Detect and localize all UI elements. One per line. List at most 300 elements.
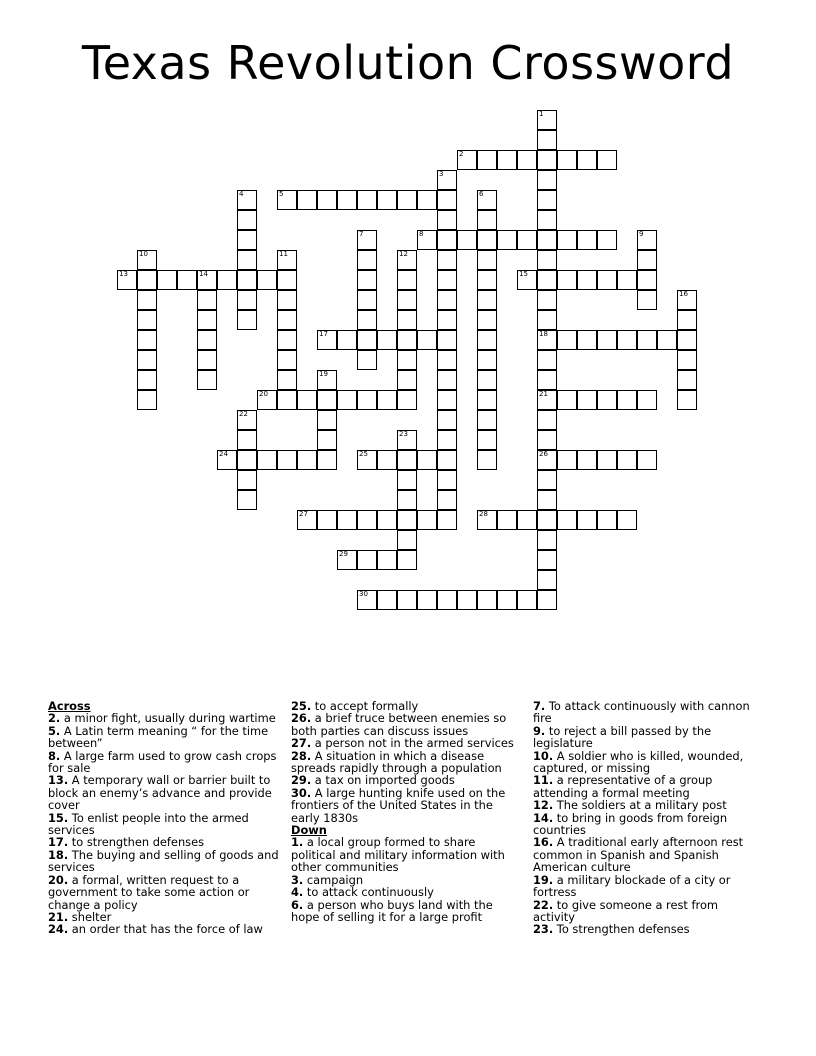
grid-cell[interactable] — [477, 270, 497, 290]
clue-number-label: 17. — [48, 835, 69, 850]
grid-cell[interactable] — [677, 390, 697, 410]
grid-cell[interactable] — [577, 450, 597, 470]
grid-cell[interactable] — [597, 150, 617, 170]
grid-cell[interactable] — [397, 390, 417, 410]
clue-number-label: 21. — [48, 909, 69, 924]
grid-cell[interactable] — [357, 310, 377, 330]
grid-cell[interactable] — [357, 510, 377, 530]
grid-cell[interactable] — [397, 190, 417, 210]
grid-cell[interactable] — [437, 590, 457, 610]
grid-cell[interactable] — [237, 270, 257, 290]
grid-cell[interactable] — [237, 430, 257, 450]
grid-cell[interactable] — [537, 150, 557, 170]
clue-number: 4 — [239, 190, 244, 198]
clue-number-label: 12. — [533, 798, 554, 813]
clue-item — [533, 899, 763, 924]
grid-cell[interactable] — [477, 310, 497, 330]
clue-text: To strengthen defenses — [553, 922, 690, 937]
grid-cell[interactable] — [277, 290, 297, 310]
grid-cell[interactable] — [137, 390, 157, 410]
clue-text: a formal, written request to a government to take some action or change a policy — [48, 872, 250, 912]
grid-cell[interactable] — [397, 430, 417, 450]
clue-number-label: 13. — [48, 773, 69, 788]
grid-cell[interactable] — [317, 410, 337, 430]
grid-cell[interactable] — [557, 450, 577, 470]
grid-cell[interactable] — [537, 490, 557, 510]
grid-cell[interactable] — [537, 170, 557, 190]
grid-cell[interactable] — [537, 250, 557, 270]
grid-cell[interactable] — [597, 510, 617, 530]
clue-number-label: 9. — [533, 723, 546, 738]
grid-cell[interactable] — [637, 290, 657, 310]
grid-cell[interactable] — [397, 250, 417, 270]
clue-number: 17 — [319, 330, 328, 338]
grid-cell[interactable] — [257, 270, 277, 290]
grid-cell[interactable] — [337, 190, 357, 210]
grid-cell[interactable] — [137, 270, 157, 290]
grid-cell[interactable] — [537, 190, 557, 210]
grid-cell[interactable] — [477, 230, 497, 250]
grid-cell[interactable] — [397, 450, 417, 470]
clue-number: 23 — [399, 430, 408, 438]
grid-cell[interactable] — [557, 230, 577, 250]
grid-cell[interactable] — [197, 310, 217, 330]
grid-cell[interactable] — [477, 150, 497, 170]
grid-cell[interactable] — [277, 330, 297, 350]
grid-cell[interactable] — [517, 270, 537, 290]
grid-cell[interactable] — [237, 450, 257, 470]
clue-text: To enlist people into the armed services — [48, 810, 249, 838]
grid-cell[interactable] — [277, 310, 297, 330]
grid-cell[interactable] — [417, 230, 437, 250]
grid-cell[interactable] — [317, 330, 337, 350]
clue-item — [533, 874, 763, 899]
clue-text: a person who buys land with the hope of selling it for a large profit — [291, 897, 493, 924]
grid-cell[interactable] — [277, 190, 297, 210]
grid-cell[interactable] — [377, 390, 397, 410]
grid-cell[interactable] — [297, 390, 317, 410]
grid-cell[interactable] — [617, 510, 637, 530]
grid-cell[interactable] — [457, 230, 477, 250]
grid-cell[interactable] — [417, 450, 437, 470]
grid-cell[interactable] — [557, 510, 577, 530]
grid-cell[interactable] — [537, 310, 557, 330]
grid-cell[interactable] — [357, 270, 377, 290]
grid-cell[interactable] — [537, 230, 557, 250]
grid-cell[interactable] — [417, 510, 437, 530]
grid-cell[interactable] — [357, 590, 377, 610]
grid-cell[interactable] — [577, 230, 597, 250]
grid-cell[interactable] — [477, 370, 497, 390]
grid-cell[interactable] — [437, 430, 457, 450]
grid-cell[interactable] — [397, 270, 417, 290]
grid-cell[interactable] — [477, 190, 497, 210]
grid-cell[interactable] — [437, 270, 457, 290]
clue-number: 5 — [279, 190, 284, 198]
grid-cell[interactable] — [397, 550, 417, 570]
grid-cell[interactable] — [117, 270, 137, 290]
grid-cell[interactable] — [537, 550, 557, 570]
grid-cell[interactable] — [537, 210, 557, 230]
grid-cell[interactable] — [537, 370, 557, 390]
grid-cell[interactable] — [237, 470, 257, 490]
clue-item — [533, 812, 763, 837]
clue-number-label: 11. — [533, 773, 554, 788]
grid-cell[interactable] — [497, 590, 517, 610]
grid-cell[interactable] — [137, 310, 157, 330]
grid-cell[interactable] — [437, 230, 457, 250]
grid-cell[interactable] — [317, 510, 337, 530]
clue-item — [533, 725, 763, 750]
grid-cell[interactable] — [457, 150, 477, 170]
grid-cell[interactable] — [257, 390, 277, 410]
clue-number-label: 4. — [291, 885, 304, 900]
clue-text: a brief truce between enemies so both parties can discuss issues — [291, 711, 507, 738]
clue-number: 19 — [319, 370, 328, 378]
grid-cell[interactable] — [317, 390, 337, 410]
grid-cell[interactable] — [597, 450, 617, 470]
clue-number-label: 20. — [48, 872, 69, 887]
clue-item — [533, 750, 763, 775]
grid-cell[interactable] — [437, 510, 457, 530]
clue-number: 29 — [339, 550, 348, 558]
grid-cell[interactable] — [397, 510, 417, 530]
clue-number: 28 — [479, 510, 488, 518]
grid-cell[interactable] — [337, 390, 357, 410]
clue-item — [291, 899, 523, 924]
grid-cell[interactable] — [537, 270, 557, 290]
clue-number: 21 — [539, 390, 548, 398]
clue-item — [48, 849, 280, 874]
grid-cell[interactable] — [277, 270, 297, 290]
grid-cell[interactable] — [437, 290, 457, 310]
clue-text: A soldier who is killed, wounded, captured, or missing — [533, 748, 744, 776]
grid-cell[interactable] — [317, 190, 337, 210]
grid-cell[interactable] — [517, 590, 537, 610]
grid-cell[interactable] — [437, 170, 457, 190]
grid-cell[interactable] — [337, 510, 357, 530]
grid-cell[interactable] — [417, 330, 437, 350]
grid-cell[interactable] — [377, 450, 397, 470]
grid-cell[interactable] — [237, 210, 257, 230]
clue-number-label: 18. — [48, 847, 69, 862]
grid-cell[interactable] — [437, 390, 457, 410]
grid-cell[interactable] — [477, 290, 497, 310]
grid-cell[interactable] — [477, 330, 497, 350]
clue-text: to bring in goods from foreign countries — [533, 810, 728, 838]
clue-item — [48, 750, 280, 775]
grid-cell[interactable] — [357, 230, 377, 250]
puzzle-title: Texas Revolution Crossword — [81, 36, 735, 90]
down-header: Down — [291, 823, 327, 838]
clue-number-label: 28. — [291, 748, 312, 763]
grid-cell[interactable] — [437, 190, 457, 210]
clue-text: campaign — [303, 872, 364, 887]
grid-cell[interactable] — [237, 230, 257, 250]
grid-cell[interactable] — [597, 230, 617, 250]
grid-cell[interactable] — [477, 450, 497, 470]
grid-cell[interactable] — [477, 250, 497, 270]
clue-text: A traditional early afternoon rest common in Spanish and Spanish American culture — [533, 835, 744, 875]
grid-cell[interactable] — [377, 590, 397, 610]
grid-cell[interactable] — [397, 350, 417, 370]
grid-cell[interactable] — [557, 330, 577, 350]
clue-number: 13 — [119, 270, 128, 278]
clue-number: 9 — [639, 230, 644, 238]
grid-cell[interactable] — [297, 450, 317, 470]
grid-cell[interactable] — [497, 510, 517, 530]
grid-cell[interactable] — [537, 410, 557, 430]
grid-cell[interactable] — [197, 270, 217, 290]
grid-cell[interactable] — [517, 230, 537, 250]
clue-number-label: 26. — [291, 711, 312, 726]
grid-cell[interactable] — [417, 590, 437, 610]
grid-cell[interactable] — [557, 150, 577, 170]
grid-cell[interactable] — [277, 350, 297, 370]
clue-number-label: 8. — [48, 748, 61, 763]
grid-cell[interactable] — [457, 590, 477, 610]
grid-cell[interactable] — [537, 130, 557, 150]
clue-number-label: 29. — [291, 773, 312, 788]
grid-cell[interactable] — [337, 550, 357, 570]
grid-cell[interactable] — [377, 550, 397, 570]
clue-number-label: 5. — [48, 723, 61, 738]
grid-cell[interactable] — [377, 330, 397, 350]
grid-cell[interactable] — [357, 330, 377, 350]
grid-cell[interactable] — [357, 190, 377, 210]
clue-item — [533, 700, 763, 725]
grid-cell[interactable] — [677, 330, 697, 350]
grid-cell[interactable] — [517, 150, 537, 170]
clue-number: 1 — [539, 110, 544, 118]
grid-cell[interactable] — [437, 250, 457, 270]
clue-number: 22 — [239, 410, 248, 418]
grid-cell[interactable] — [277, 370, 297, 390]
grid-cell[interactable] — [437, 210, 457, 230]
grid-cell[interactable] — [537, 350, 557, 370]
grid-cell[interactable] — [137, 290, 157, 310]
grid-cell[interactable] — [177, 270, 197, 290]
grid-cell[interactable] — [677, 290, 697, 310]
clue-number: 20 — [259, 390, 268, 398]
clue-text: shelter — [68, 909, 112, 924]
grid-cell[interactable] — [417, 190, 437, 210]
clue-item — [48, 774, 280, 811]
grid-cell[interactable] — [557, 390, 577, 410]
grid-cell[interactable] — [637, 270, 657, 290]
grid-cell[interactable] — [577, 270, 597, 290]
grid-cell[interactable] — [637, 450, 657, 470]
clue-number-label: 6. — [291, 897, 304, 912]
grid-cell[interactable] — [477, 350, 497, 370]
grid-cell[interactable] — [357, 450, 377, 470]
grid-cell[interactable] — [477, 510, 497, 530]
grid-cell[interactable] — [217, 270, 237, 290]
grid-cell[interactable] — [297, 190, 317, 210]
grid-cell[interactable] — [577, 330, 597, 350]
grid-cell[interactable] — [317, 430, 337, 450]
clue-text: a military blockade of a city or fortress — [533, 872, 731, 900]
grid-cell[interactable] — [477, 410, 497, 430]
clue-number-label: 7. — [533, 699, 546, 713]
grid-cell[interactable] — [197, 330, 217, 350]
grid-cell[interactable] — [637, 330, 657, 350]
clue-text: an order that has the force of law — [68, 922, 263, 937]
clue-number: 14 — [199, 270, 208, 278]
grid-cell[interactable] — [577, 390, 597, 410]
grid-cell[interactable] — [637, 390, 657, 410]
grid-cell[interactable] — [617, 270, 637, 290]
clues-column-2 — [291, 700, 523, 923]
clue-number: 8 — [419, 230, 424, 238]
grid-cell[interactable] — [197, 350, 217, 370]
clue-item — [291, 836, 523, 873]
clue-item — [48, 874, 280, 911]
grid-cell[interactable] — [617, 450, 637, 470]
grid-cell[interactable] — [277, 250, 297, 270]
grid-cell[interactable] — [337, 330, 357, 350]
grid-cell[interactable] — [637, 250, 657, 270]
grid-cell[interactable] — [437, 330, 457, 350]
grid-cell[interactable] — [597, 330, 617, 350]
grid-cell[interactable] — [437, 490, 457, 510]
grid-cell[interactable] — [397, 290, 417, 310]
clue-text: to attack continuously — [303, 885, 434, 900]
across-header: Across — [48, 699, 91, 713]
grid-cell[interactable] — [617, 390, 637, 410]
grid-cell[interactable] — [657, 330, 677, 350]
grid-cell[interactable] — [137, 350, 157, 370]
grid-cell[interactable] — [297, 510, 317, 530]
grid-cell[interactable] — [517, 510, 537, 530]
grid-cell[interactable] — [397, 310, 417, 330]
grid-cell[interactable] — [377, 510, 397, 530]
grid-cell[interactable] — [537, 290, 557, 310]
grid-cell[interactable] — [677, 350, 697, 370]
grid-cell[interactable] — [557, 270, 577, 290]
grid-cell[interactable] — [537, 470, 557, 490]
grid-cell[interactable] — [537, 430, 557, 450]
grid-cell[interactable] — [197, 290, 217, 310]
grid-cell[interactable] — [357, 390, 377, 410]
grid-cell[interactable] — [477, 430, 497, 450]
clue-number-label: 16. — [533, 835, 554, 850]
grid-cell[interactable] — [237, 190, 257, 210]
grid-cell[interactable] — [237, 310, 257, 330]
grid-cell[interactable] — [497, 150, 517, 170]
grid-cell[interactable] — [537, 530, 557, 550]
clue-number: 16 — [679, 290, 688, 298]
clue-text: to reject a bill passed by the legislature — [533, 723, 712, 751]
grid-cell[interactable] — [357, 550, 377, 570]
grid-cell[interactable] — [577, 150, 597, 170]
clue-number-label: 27. — [291, 736, 312, 751]
grid-cell[interactable] — [137, 250, 157, 270]
grid-cell[interactable] — [397, 470, 417, 490]
grid-cell[interactable] — [317, 450, 337, 470]
clue-text: a representative of a group attending a formal meeting — [533, 773, 713, 800]
grid-cell[interactable] — [437, 310, 457, 330]
grid-cell[interactable] — [537, 110, 557, 130]
grid-cell[interactable] — [597, 270, 617, 290]
grid-cell[interactable] — [237, 250, 257, 270]
grid-cell[interactable] — [137, 330, 157, 350]
grid-cell[interactable] — [397, 530, 417, 550]
grid-cell[interactable] — [617, 330, 637, 350]
clue-item — [291, 787, 523, 824]
clue-text: The soldiers at a military post — [553, 798, 727, 813]
grid-cell[interactable] — [217, 450, 237, 470]
grid-cell[interactable] — [677, 310, 697, 330]
clue-item — [48, 725, 280, 750]
grid-cell[interactable] — [437, 450, 457, 470]
grid-cell[interactable] — [437, 370, 457, 390]
grid-cell[interactable] — [397, 330, 417, 350]
grid-cell[interactable] — [137, 370, 157, 390]
grid-cell[interactable] — [477, 210, 497, 230]
clue-number-label: 3. — [291, 872, 304, 887]
clue-number: 11 — [279, 250, 288, 258]
clue-number-label: 14. — [533, 810, 554, 825]
clue-text: A large farm used to grow cash crops for sale — [48, 748, 277, 776]
grid-cell[interactable] — [257, 450, 277, 470]
clue-number: 18 — [539, 330, 548, 338]
grid-cell[interactable] — [537, 330, 557, 350]
grid-cell[interactable] — [497, 230, 517, 250]
grid-cell[interactable] — [157, 270, 177, 290]
grid-cell[interactable] — [597, 390, 617, 410]
clue-item — [533, 836, 763, 873]
grid-cell[interactable] — [477, 390, 497, 410]
grid-cell[interactable] — [537, 570, 557, 590]
clue-text: a local group formed to share political and military information with other communities — [291, 835, 505, 875]
grid-cell[interactable] — [637, 230, 657, 250]
grid-cell[interactable] — [397, 590, 417, 610]
grid-cell[interactable] — [677, 370, 697, 390]
grid-cell[interactable] — [577, 510, 597, 530]
grid-cell[interactable] — [357, 350, 377, 370]
clue-item — [291, 712, 523, 737]
grid-cell[interactable] — [237, 290, 257, 310]
grid-cell[interactable] — [437, 470, 457, 490]
grid-cell[interactable] — [537, 510, 557, 530]
grid-cell[interactable] — [317, 370, 337, 390]
grid-cell[interactable] — [537, 450, 557, 470]
clue-text: to accept formally — [311, 699, 419, 713]
grid-cell[interactable] — [477, 590, 497, 610]
grid-cell[interactable] — [197, 370, 217, 390]
grid-cell[interactable] — [397, 370, 417, 390]
grid-cell[interactable] — [277, 390, 297, 410]
clue-number: 25 — [359, 450, 368, 458]
grid-cell[interactable] — [237, 490, 257, 510]
grid-cell[interactable] — [537, 390, 557, 410]
grid-cell[interactable] — [397, 490, 417, 510]
clue-text: A temporary wall or barrier built to block an enemy’s advance and provide cover — [48, 773, 272, 813]
grid-cell[interactable] — [277, 450, 297, 470]
clues-column-1 — [48, 700, 280, 936]
grid-cell[interactable] — [237, 410, 257, 430]
grid-cell[interactable] — [357, 250, 377, 270]
grid-cell[interactable] — [437, 350, 457, 370]
clue-number-label: 10. — [533, 748, 554, 763]
grid-cell[interactable] — [537, 590, 557, 610]
clue-number: 30 — [359, 590, 368, 598]
grid-cell[interactable] — [357, 290, 377, 310]
grid-cell[interactable] — [377, 190, 397, 210]
clue-number: 24 — [219, 450, 228, 458]
grid-cell[interactable] — [437, 410, 457, 430]
